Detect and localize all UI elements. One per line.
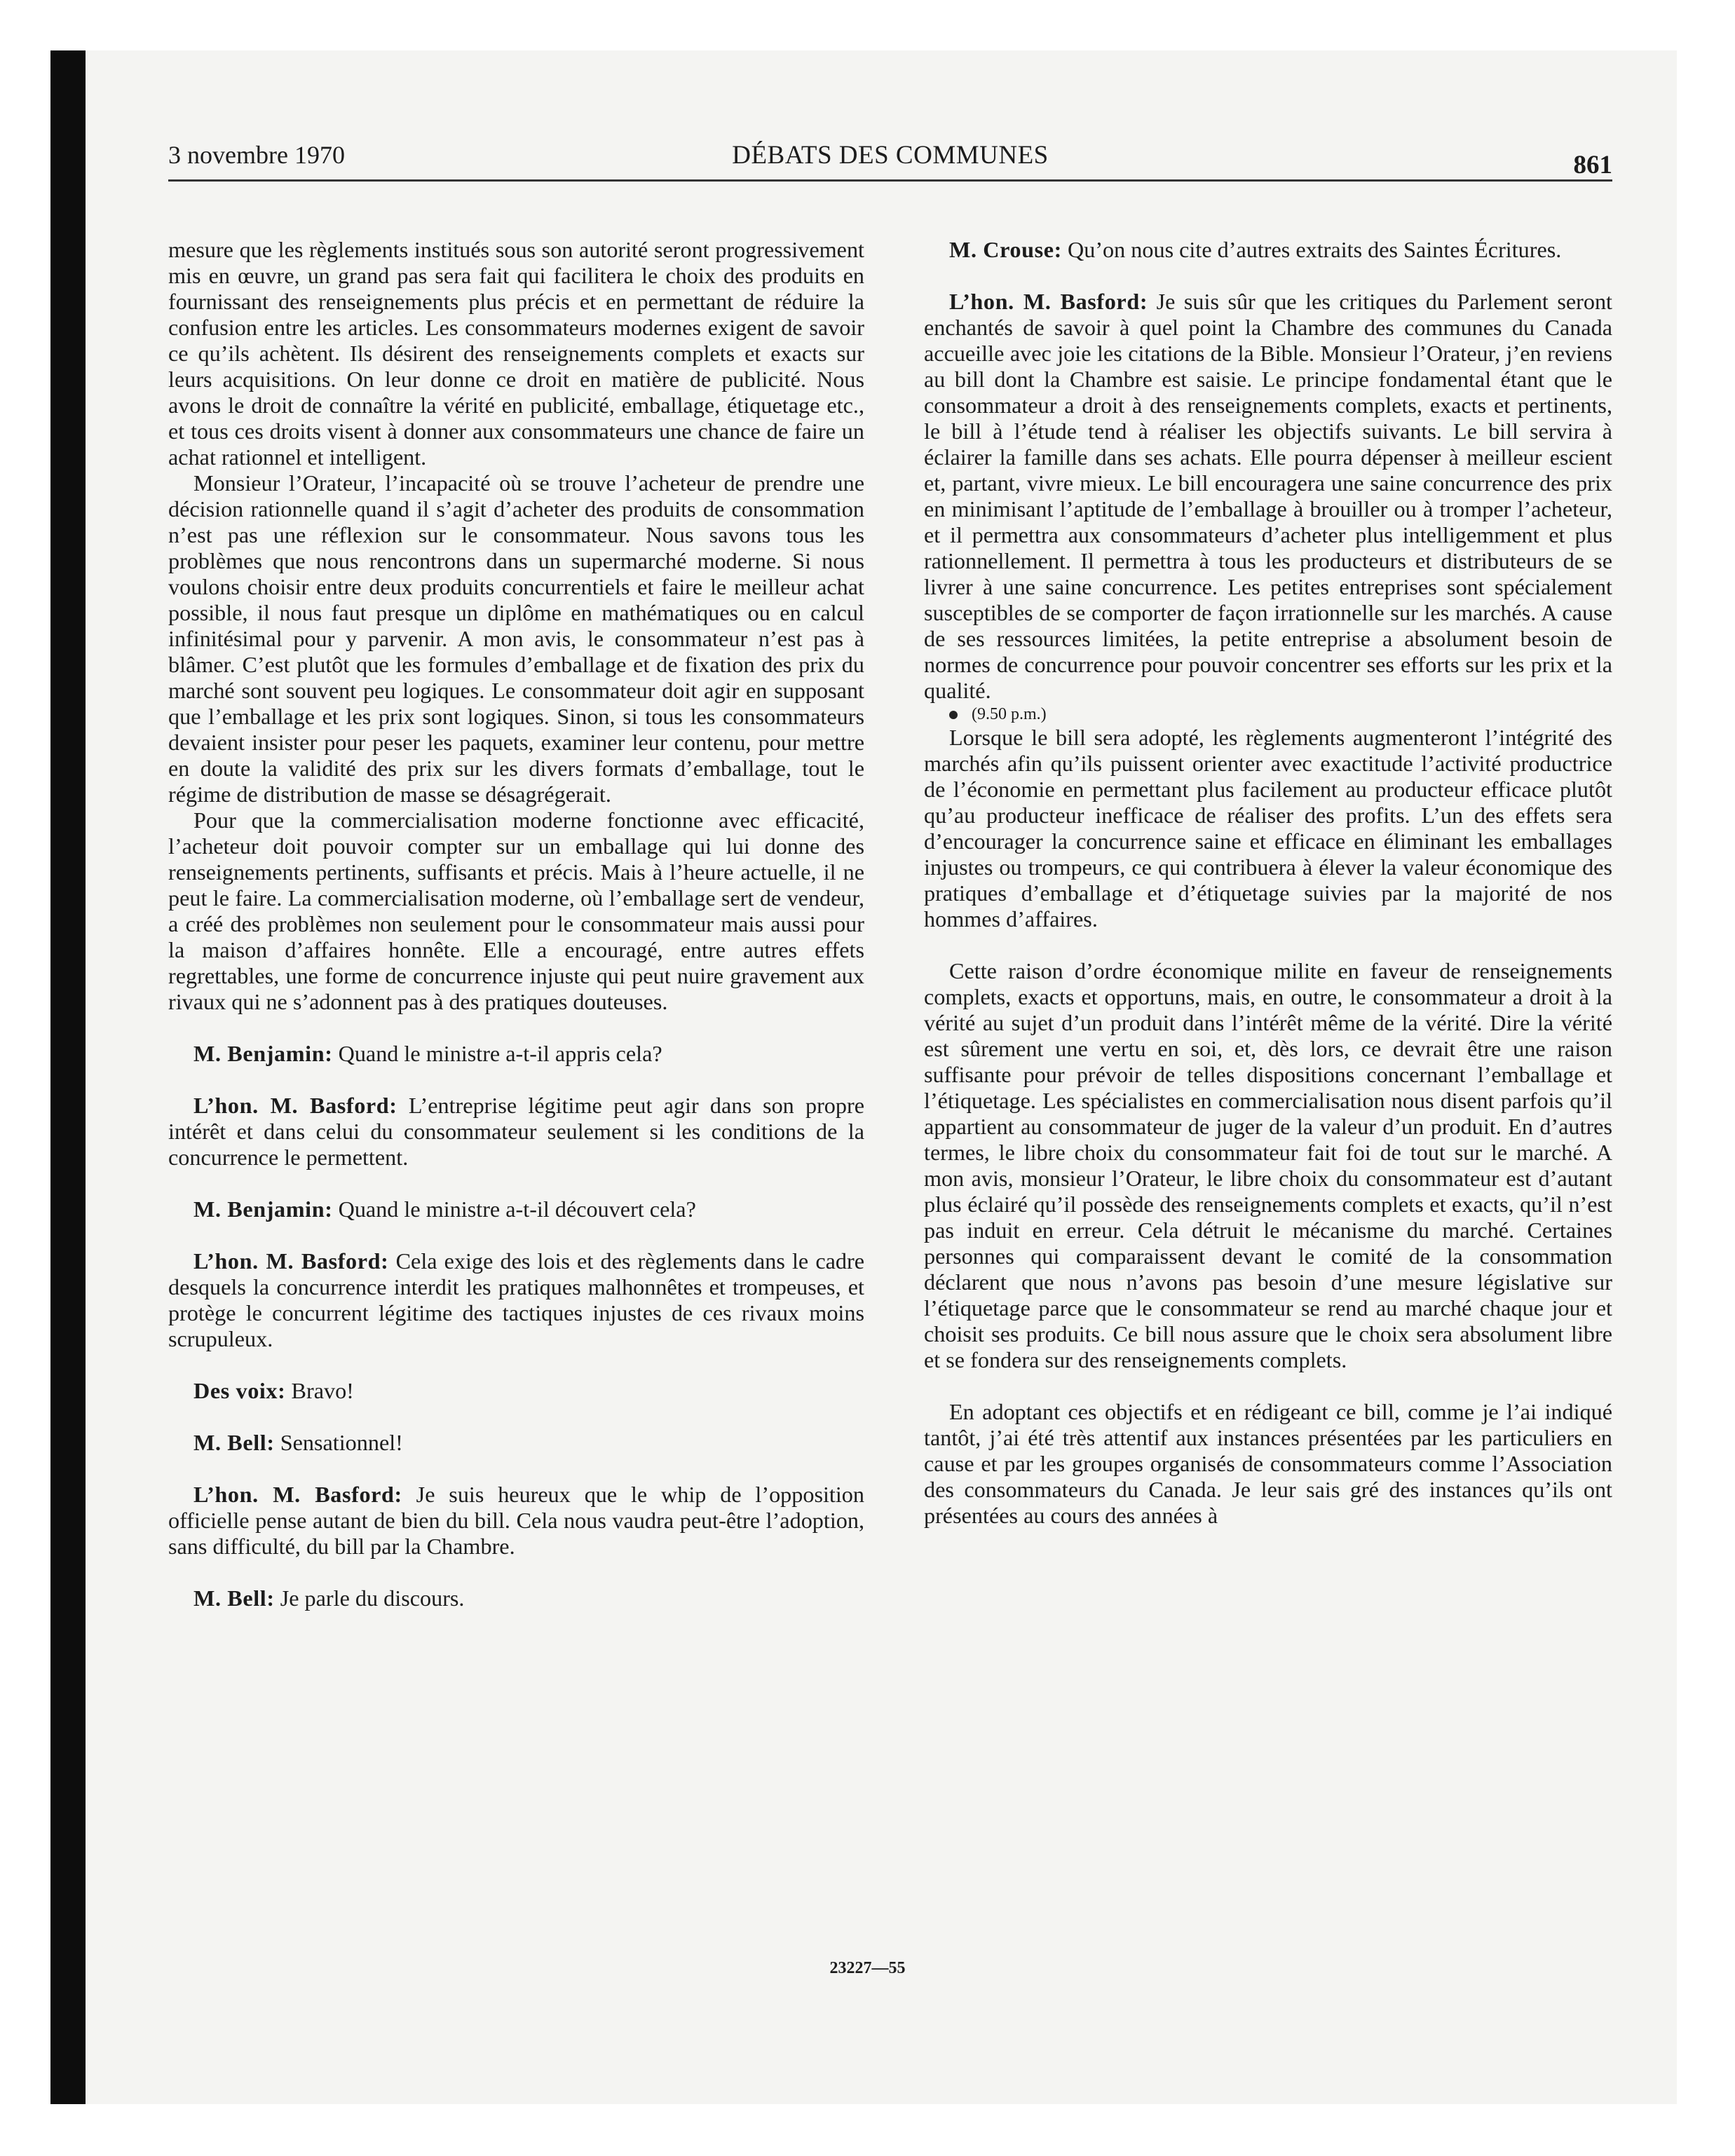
paragraph: Pour que la commercialisation moderne fonctionne avec efficacité, l’acheteur doit pouvoir compter sur un emballage qui lui donne des renseignements pertinents, suffisants et précis. Mais à l’heure actuelle, il ne peut le faire. La commercialisation moderne, où l’emballage sert de vendeur, a créé des problèmes non seulement pour le consommateur mais aussi pour la maison d’affaires honnête. Elle a encouragé, entre autres effets regrettables, une forme de concurrence injuste qui peut nuire gravement aux rivaux qui ne s’adonnent pas à des pratiques douteuses. (168, 807, 864, 1014)
paragraph: Cette raison d’ordre économique milite en faveur de renseignements complets, exacts et opportuns, mais, en outre, le consommateur a droit à la vérité au sujet d’un produit dans l’intérêt même de la vérité. Dire la vérité est sûrement une vertu en soi, et, dès lors, ce devrait être une raison suffisante pour prévoir de telles dispositions concernant l’emballage et l’étiquetage. Les spécialistes en commercialisation nous disent parfois qu’il appartient au consommateur de juger de la valeur d’un produit. En d’autres termes, le libre choix du consommateur fait foi de tout sur le marché. A mon avis, monsieur l’Orateur, le libre choix du consommateur est d’autant plus éclairé qu’il possède des renseignements complets et exacts, qu’il n’est pas induit en erreur. Cela détruit le mécanisme du marché. Certaines personnes qui comparaissent devant le comité de la consommation déclarent que nous n’avons pas besoin d’une mesure législative sur l’étiquetage parce que le consommateur se rend au marché chaque jour et choisit ses produits. Ce bill nous assure que le choix sera absolument libre et se fondera sur des renseignements complets. (924, 958, 1612, 1372)
speech-text: Sensationnel! (280, 1430, 403, 1455)
time-marker (924, 704, 1612, 725)
speaker-name: M. Benjamin: (193, 1196, 333, 1222)
speech (168, 1041, 864, 1067)
paragraph: mesure que les règlements institués sous son autorité seront progressivement mis en œuvre, un grand pas sera fait qui facilitera le choix des produits en fournissant des renseignements plus précis et en permettant de réduire la confusion entre les articles. Les consommateurs modernes exigent de savoir ce qu’ils achètent. Ils désirent des renseignements complets et exacts sur leurs acquisitions. On leur donne ce droit en matière de publicité. Nous avons le droit de connaître la vérité en publicité, emballage, étiquetage etc., et tous ces droits visent à donner aux consommateurs une chance de faire un achat rationnel et intelligent. (168, 237, 864, 470)
header-title: DÉBATS DES COMMUNES (732, 141, 1049, 170)
speech (168, 1585, 864, 1611)
speech-text: Quand le ministre a-t-il appris cela? (338, 1041, 662, 1066)
speaker-name: L’hon. M. Basford: (193, 1248, 389, 1274)
speech (168, 1093, 864, 1171)
speech (168, 1248, 864, 1352)
speech (168, 1482, 864, 1560)
speech (924, 289, 1612, 704)
speaker-name: L’hon. M. Basford: (193, 1093, 397, 1118)
speech-text: Bravo! (291, 1378, 354, 1403)
speech-text: Qu’on nous cite d’autres extraits des Saintes Écritures. (1068, 237, 1562, 262)
binding-edge (50, 50, 86, 2104)
speech (168, 1430, 864, 1456)
speech-text: Je parle du discours. (280, 1585, 465, 1611)
paragraph: Monsieur l’Orateur, l’incapacité où se trouve l’acheteur de prendre une décision rationnelle quand il s’agit d’acheter des produits de consommation n’est pas une réflexion sur le consommateur. Nous savons tous les problèmes que nous rencontrons dans un supermarché moderne. Si nous voulons choisir entre deux produits concurrentiels et faire le meilleur achat possible, il nous faut presque un diplôme en mathématiques ou en calcul infinitésimal pour y parvenir. A mon avis, le consommateur n’est pas à blâmer. C’est plutôt que les formules d’emballage et de fixation des prix du marché sont souvent peu logiques. Le consommateur doit agir en supposant que l’emballage et les prix sont logiques. Sinon, si tous les consommateurs devaient insister pour peser les paquets, examiner leur contenu, pour mettre en doute la validité des prix sur les divers formats d’emballage, tout le régime de distribution de masse se désagrégerait. (168, 470, 864, 807)
speech (168, 1378, 864, 1404)
speech-text: Je suis sûr que les critiques du Parlement seront enchantés de savoir à quel point la Chambre des communes du Canada accueille avec joie les citations de la Bible. Monsieur l’Orateur, j’en reviens au bill dont la Chambre est saisie. Le principe fondamental étant que le consommateur a droit à des renseignements complets, exacts et pertinents, le bill à l’étude tend à réaliser les objectifs suivants. Le bill servira à éclairer la famille dans ses achats. Elle pourra dépenser à meilleur escient et, partant, vivre mieux. Le bill encouragera une saine concurrence des prix en minimisant l’aptitude de l’emballage à brouiller ou à tromper l’acheteur, et il permettra aux consommateurs d’acheter plus intelligemment et plus rationnellement. Il permettra à tous les producteurs et distributeurs de se livrer à une saine concurrence. Les petites entreprises sont spécialement susceptibles de se comporter de façon irrationnelle sur les marchés. A cause de ses ressources limitées, la petite entreprise a absolument besoin de normes de concurrence pour pouvoir concentrer ses efforts sur les prix et la qualité. (924, 289, 1612, 703)
left-column (168, 237, 864, 1611)
page-number: 861 (1573, 151, 1612, 179)
speech-text: Cela exige des lois et des règlements dans le cadre desquels la concurrence interdit les pratiques malhonnêtes et trompeuses, et protège le concurrent légitime des tactiques injustes de ces rivaux moins scrupuleux. (168, 1248, 864, 1351)
speech-text: Quand le ministre a-t-il découvert cela? (338, 1196, 696, 1222)
speaker-name: M. Benjamin: (193, 1041, 333, 1066)
speaker-name: M. Bell: (193, 1430, 275, 1455)
speech-text: Je suis heureux que le whip de l’opposition officielle pense autant de bien du bill. Cela nous vaudra peut-être l’adoption, sans difficulté, du bill par la Chambre. (168, 1482, 864, 1559)
speaker-name: L’hon. M. Basford: (193, 1482, 402, 1507)
right-column (924, 237, 1612, 1529)
speaker-name: M. Bell: (193, 1585, 275, 1611)
time-marker-text: (9.50 p.m.) (972, 705, 1047, 723)
page-header (168, 137, 1612, 182)
speaker-name: L’hon. M. Basford: (949, 289, 1148, 314)
speech (168, 1196, 864, 1222)
footer-code: 23227—55 (829, 1959, 906, 1977)
speech (924, 237, 1612, 263)
speaker-name: M. Crouse: (949, 237, 1062, 262)
paragraph: Lorsque le bill sera adopté, les règlements augmenteront l’intégrité des marchés afin qu’ils puissent orienter avec exactitude l’activité productrice de l’économie en permettant plus facilement au producteur efficace plutôt qu’au producteur inefficace de réaliser des profits. L’un des effets sera d’encourager la concurrence saine et efficace en éliminant les emballages injustes ou trompeurs, ce qui contribuera à élever la valeur économique des pratiques d’emballage et d’étiquetage suivies par la majorité de nos hommes d’affaires. (924, 725, 1612, 932)
bullet-icon (949, 711, 958, 719)
speaker-name: Des voix: (193, 1378, 286, 1403)
paragraph: En adoptant ces objectifs et en rédigeant ce bill, comme je l’ai indiqué tantôt, j’ai été très attentif aux instances présentées par les particuliers en cause et par les groupes organisés de consommateurs comme l’Association des consommateurs du Canada. Je leur sais gré des instances qu’ils ont présentées au cours des années à (924, 1399, 1612, 1528)
speech-text: L’entreprise légitime peut agir dans son propre intérêt et dans celui du consommateur seulement si les conditions de la concurrence le permettent. (168, 1093, 864, 1170)
header-date: 3 novembre 1970 (168, 141, 345, 169)
